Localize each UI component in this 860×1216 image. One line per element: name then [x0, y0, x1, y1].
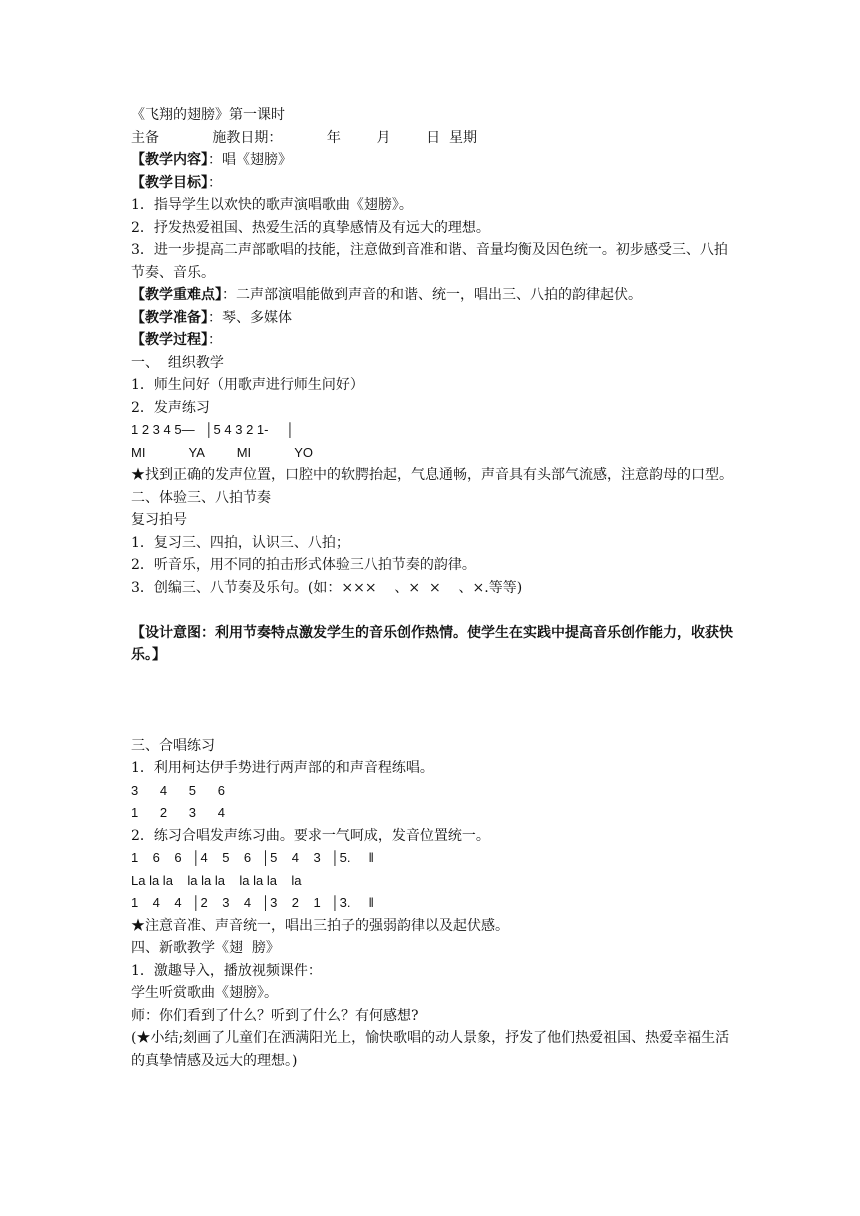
key-value: ：二声部演唱能做到声音的和谐、统一，唱出三、八拍的韵律起伏。	[222, 287, 642, 303]
design-note: 【设计意图：利用节奏特点激发学生的音乐创作热情。使学生在实践中提高音乐创作能力，收获快乐。】	[131, 624, 733, 663]
goals-label: 【教学目标】	[131, 174, 208, 191]
prep-label: 【教学准备】	[131, 309, 208, 326]
spacer	[131, 599, 741, 622]
goal-item: 3．进一步提高二声部歌唱的技能，注意做到音准和谐、音量均衡及因色统一。初步感受三、八拍节奏、音乐。	[131, 242, 728, 281]
section-2-item: 3．创编三、八节奏及乐句。(如：××× 、× × 、×.等等)	[131, 579, 523, 596]
section-1-item: 1．师生问好（用歌声进行师生问好）	[131, 377, 364, 393]
choral-notes: 1 4 4 │2 3 4 │3 2 1 │3. ‖	[131, 895, 374, 910]
document-page	[131, 104, 741, 1072]
prep-line	[131, 307, 741, 330]
vocal-notes: 1 2 3 4 5— │5 4 3 2 1- │	[131, 422, 295, 437]
section-4-title: 四、新歌教学《翅 膀》	[131, 940, 280, 956]
kodaly-row: 3 4 5 6	[131, 782, 225, 798]
goal-item: 2．抒发热爱祖国、热爱生活的真挚感情及有远大的理想。	[131, 219, 490, 236]
header-line: 主备 施教日期： 年 月 日 星期	[131, 129, 478, 146]
section-1-item: 2．发声练习	[131, 399, 210, 416]
doc-title: 《飞翔的翅膀》第一课时	[131, 107, 285, 123]
content-line	[131, 149, 741, 172]
section-4-line: 学生听赏歌曲《翅膀》。	[131, 985, 278, 1001]
section-4-summary: (★小结;刻画了儿童们在洒满阳光上，愉快歌唱的动人景象，抒发了他们热爱祖国、热爱幸福生活的真挚情感及远大的理想。)	[131, 1030, 730, 1069]
section-2-item: 1．复习三、四拍，认识三、八拍；	[131, 534, 350, 551]
vocal-syllables: MI YA MI YO	[131, 444, 314, 460]
section-2-sub: 复习拍号	[131, 512, 187, 528]
section-3-title: 三、合唱练习	[131, 737, 215, 754]
goal-item: 1．指导学生以欢快的歌声演唱歌曲《翅膀》。	[131, 197, 413, 213]
section-2-title: 二、体验三、八拍节奏	[131, 489, 271, 506]
process-colon: ：	[208, 332, 222, 348]
section-1-title: 一、 组织教学	[131, 354, 224, 371]
content-label: 【教学内容】	[131, 152, 208, 168]
content-value: ：唱《翅膀》	[208, 152, 292, 168]
process-heading	[131, 329, 741, 352]
section-4-line: 师：你们看到了什么？听到了什么？有何感想?	[131, 1007, 419, 1024]
spacer	[131, 667, 741, 735]
prep-value: ：琴、多媒体	[208, 309, 292, 326]
vocal-tip: ★找到正确的发声位置，口腔中的软腭抬起，气息通畅，声音具有头部气流感，注意韵母的口型。	[131, 467, 733, 483]
goals-colon: ：	[208, 174, 222, 191]
section-3-item: 2．练习合唱发声练习曲。要求一气呵成，发音位置统一。	[131, 827, 490, 844]
choral-notes: 1 6 6 │4 5 6 │5 4 3 │5. ‖	[131, 850, 374, 865]
key-label: 【教学重难点】	[131, 287, 222, 303]
kodaly-row: 1 2 3 4	[131, 805, 225, 820]
section-2-item: 2．听音乐，用不同的拍击形式体验三八拍节奏的韵律。	[131, 557, 476, 573]
goals-heading	[131, 172, 741, 195]
choral-lyrics: La la la la la la la la la la	[131, 872, 302, 888]
section-4-item: 1．激趣导入，播放视频课件：	[131, 962, 322, 979]
process-label: 【教学过程】	[131, 332, 208, 348]
key-line	[131, 284, 741, 307]
section-3-item: 1．利用柯达伊手势进行两声部的和声音程练唱。	[131, 760, 434, 776]
choral-tip: ★注意音准、声音统一，唱出三拍子的强弱韵律以及起伏感。	[131, 917, 509, 934]
